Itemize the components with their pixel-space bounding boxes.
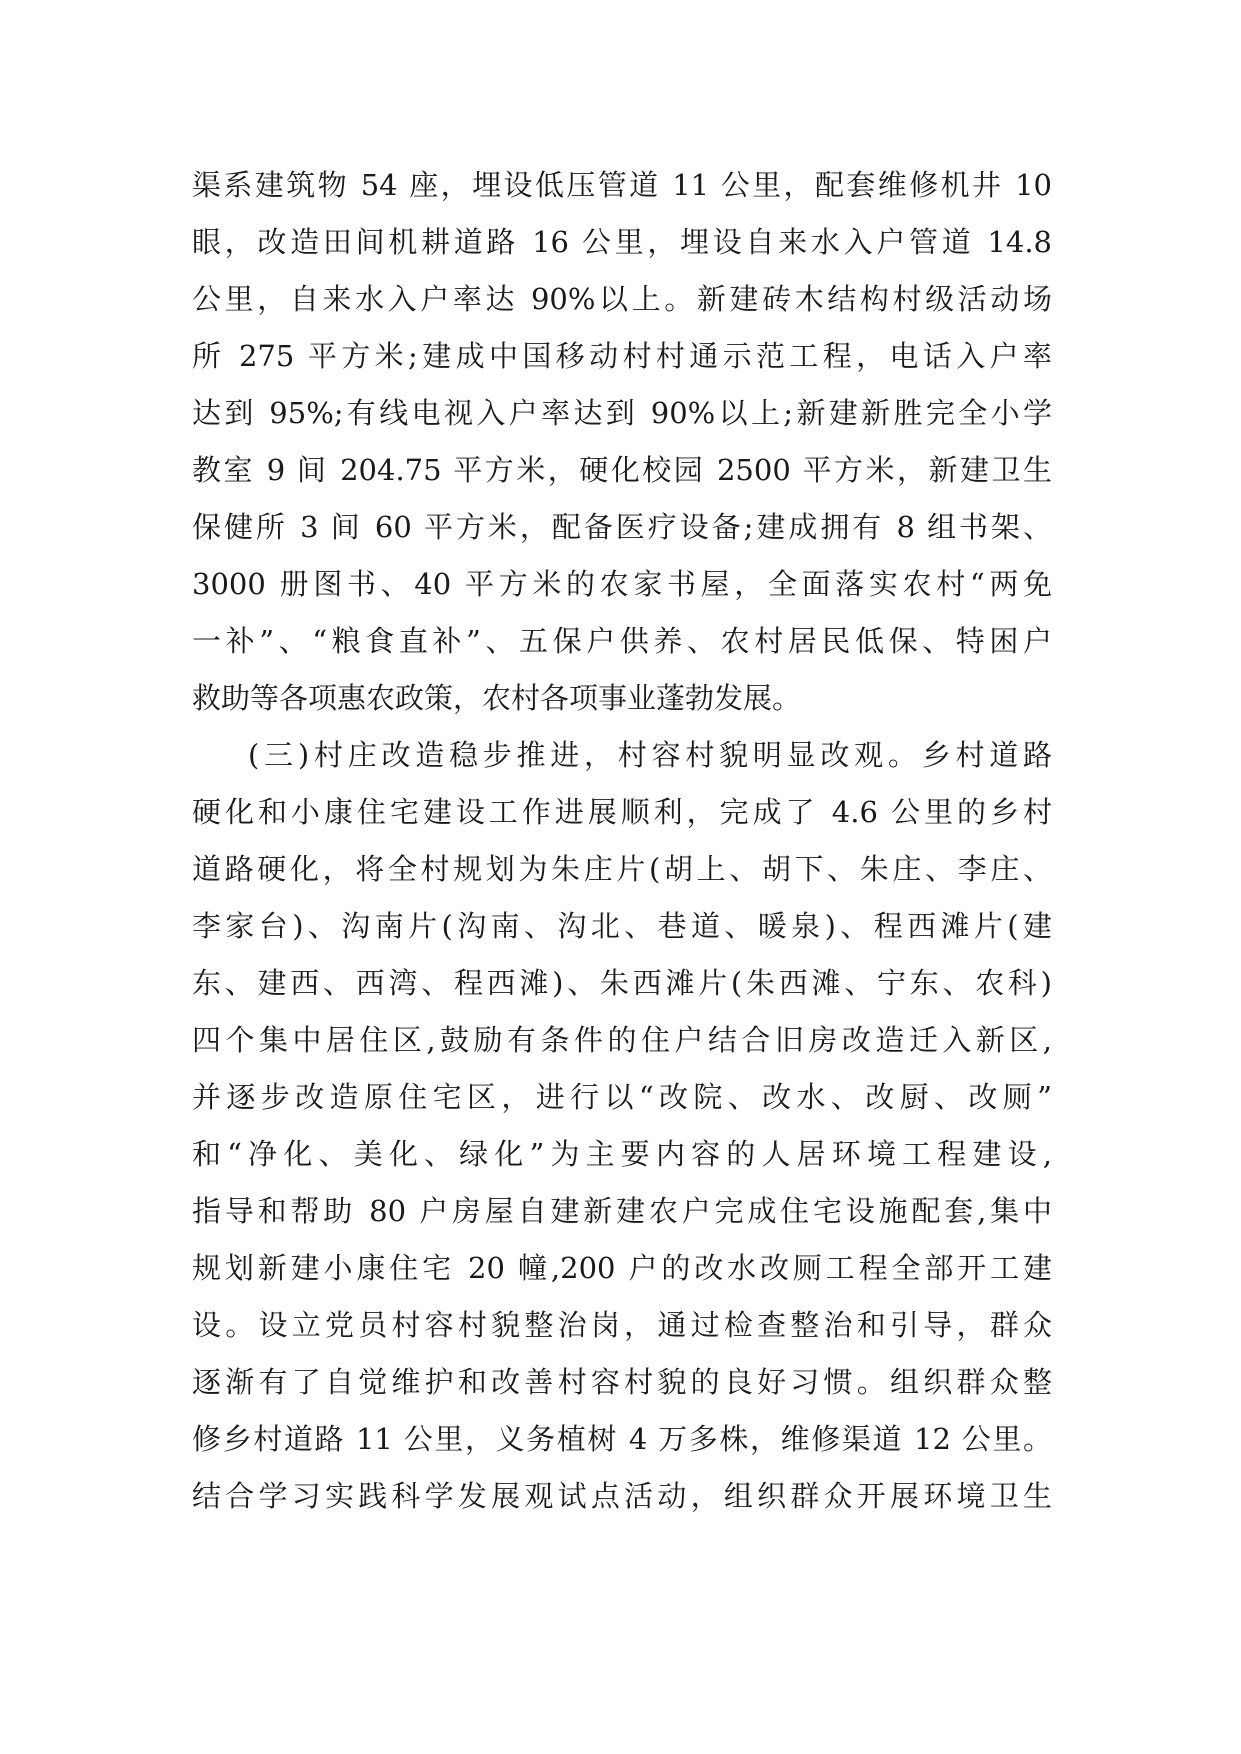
text-line: 并逐步改造原住宅区，进行以“改院、改水、改厨、改厕”: [192, 1080, 1052, 1114]
text-line: 3000 册图书、40 平方米的农家书屋，全面落实农村“两免: [192, 567, 1052, 601]
text-line: 达到 95%;有线电视入户率达到 90%以上;新建新胜完全小学: [192, 396, 1052, 430]
text-line: 公里，自来水入户率达 90%以上。新建砖木结构村级活动场: [192, 282, 1052, 316]
text-line: 四个集中居住区,鼓励有条件的住户结合旧房改造迁入新区,: [192, 1023, 1052, 1057]
text-line: 设。设立党员村容村貌整治岗，通过检查整治和引导，群众: [192, 1308, 1052, 1342]
text-line: 道路硬化，将全村规划为朱庄片(胡上、胡下、朱庄、李庄、: [192, 852, 1052, 886]
text-line: 李家台)、沟南片(沟南、沟北、巷道、暖泉)、程西滩片(建: [192, 909, 1052, 943]
text-line: 和“净化、美化、绿化”为主要内容的人居环境工程建设,: [192, 1137, 1052, 1171]
text-line: 规划新建小康住宅 20 幢,200 户的改水改厕工程全部开工建: [192, 1251, 1052, 1285]
text-line: 救助等各项惠农政策，农村各项事业蓬勃发展。: [192, 681, 802, 715]
text-line: 教室 9 间 204.75 平方米，硬化校园 2500 平方米，新建卫生: [192, 453, 1052, 487]
text-line: 逐渐有了自觉维护和改善村容村貌的良好习惯。组织群众整: [192, 1365, 1052, 1399]
text-line: 修乡村道路 11 公里，义务植树 4 万多株，维修渠道 12 公里。: [192, 1422, 1052, 1456]
text-line: 指导和帮助 80 户房屋自建新建农户完成住宅设施配套,集中: [192, 1194, 1052, 1228]
paragraph-heading-line: (三)村庄改造稳步推进，村容村貌明显改观。乡村道路: [248, 738, 1052, 772]
text-line: 硬化和小康住宅建设工作进展顺利，完成了 4.6 公里的乡村: [192, 795, 1052, 829]
text-line: 所 275 平方米;建成中国移动村村通示范工程，电话入户率: [192, 339, 1052, 373]
text-line: 结合学习实践科学发展观试点活动，组织群众开展环境卫生: [192, 1479, 1052, 1513]
text-line: 眼，改造田间机耕道路 16 公里，埋设自来水入户管道 14.8: [192, 225, 1052, 259]
text-line: 渠系建筑物 54 座，埋设低压管道 11 公里，配套维修机井 10: [192, 168, 1052, 202]
text-line: 一补”、“粮食直补”、五保户供养、农村居民低保、特困户: [192, 624, 1052, 658]
text-line: 东、建西、西湾、程西滩)、朱西滩片(朱西滩、宁东、农科): [192, 966, 1052, 1000]
text-line: 保健所 3 间 60 平方米，配备医疗设备;建成拥有 8 组书架、: [192, 510, 1052, 544]
